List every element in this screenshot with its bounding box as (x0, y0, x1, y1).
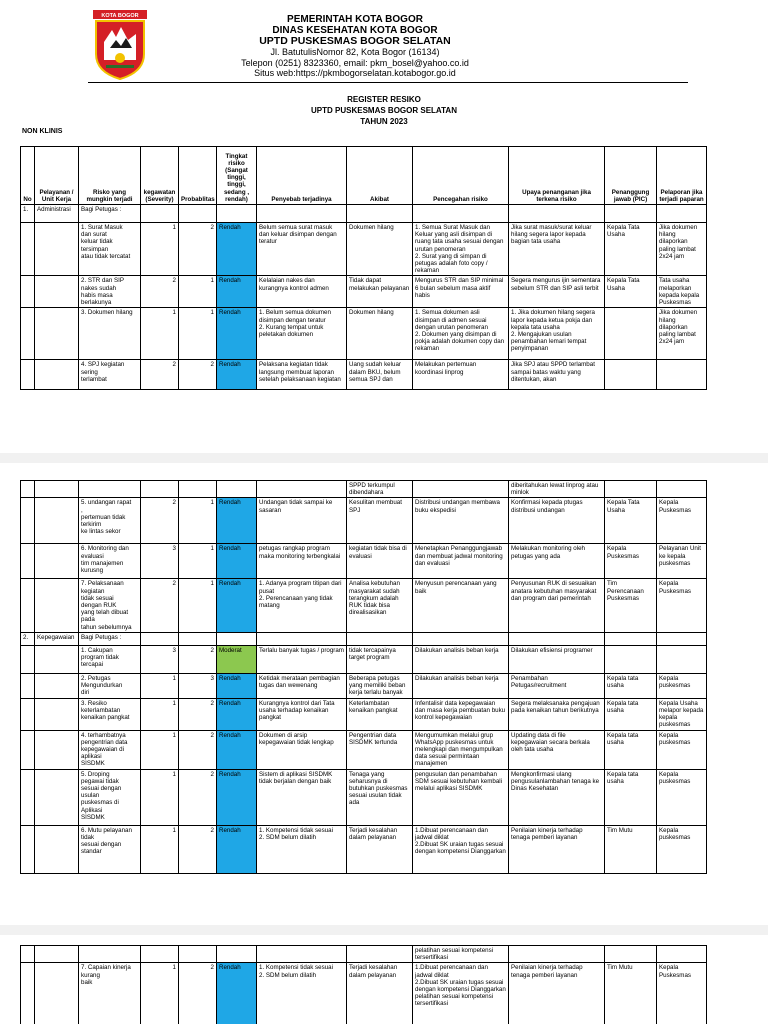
cell-severity: 1 (141, 730, 179, 769)
cell-no (21, 698, 35, 730)
cell-severity: 2 (141, 276, 179, 308)
table-row (21, 769, 707, 825)
cell-prevention: Mengumumkan melalui grup WhatsApp puskesmas untuk melengkapi dan mengumpulkan data sesuai permintaan manajemen (413, 730, 509, 769)
cell-unit (35, 769, 79, 825)
cell-risk: 3. Resiko keterlambatan kenaikan pangkat (79, 698, 141, 730)
cell-risk-level: Rendah (217, 730, 257, 769)
cell-risk-level: Rendah (217, 308, 257, 360)
cell-no: 2. (21, 632, 35, 645)
letterhead-divider (88, 82, 688, 83)
cell-reporting (657, 632, 707, 645)
cell-pic: Kepala Puskesmas (605, 544, 657, 579)
cell-severity (141, 632, 179, 645)
cell-pic (605, 308, 657, 360)
cell-probability: 3 (179, 673, 217, 698)
table-header-row (21, 147, 707, 205)
risk-register-table-page-2 (20, 480, 707, 874)
cell-probability: 1 (179, 544, 217, 579)
cell-reporting (657, 360, 707, 390)
cell-handling: Penambahan Petugas/recruitment (509, 673, 605, 698)
cell-no (21, 730, 35, 769)
column-header-pic: Penanggung jawab (PIC) (605, 147, 657, 205)
table-row (21, 825, 707, 873)
document-page-3 (0, 935, 768, 1024)
cell-effect: Dokumen hilang (347, 308, 413, 360)
cell-reporting: Tata usaha melaporkan kepada kepala Puskesmas (657, 276, 707, 308)
cell-reporting (657, 205, 707, 223)
cell-severity: 3 (141, 544, 179, 579)
cell-reporting: Kepala puskesmas (657, 673, 707, 698)
column-header-handling: Upaya penanganan jika terkena risiko (509, 147, 605, 205)
cell-risk-level: Moderat (217, 645, 257, 673)
cell-reporting: Kepala Usaha melapor kepada kepala puskesmas (657, 698, 707, 730)
cell-cause (257, 632, 347, 645)
cell-prevention: pelatihan sesuai kompetensi tersertifikasi (413, 946, 509, 963)
column-header-no: No (21, 147, 35, 205)
cell-no (21, 360, 35, 390)
cell-risk: 1. Cakupan program tidak tercapai (79, 645, 141, 673)
cell-effect: Kesulitan membuat SPJ (347, 498, 413, 544)
cell-cause: Undangan tidak sampai ke sasaran (257, 498, 347, 544)
cell-risk-level (217, 946, 257, 963)
cell-effect (347, 632, 413, 645)
cell-severity: 3 (141, 645, 179, 673)
cell-handling: Segera melaksanaka pengajuan pada kenaikan tahun berikutnya (509, 698, 605, 730)
cell-effect: Keterlambatan kenaikan pangkat (347, 698, 413, 730)
cell-effect: kegiatan tidak bisa di evaluasi (347, 544, 413, 579)
letterhead-website: Situs web:https://pkmbogorselatan.kotabogor.go.id (254, 68, 456, 78)
cell-cause: Belum semua surat masuk dan keluar disimpan dengan teratur (257, 223, 347, 276)
column-header-risk: Risko yang mungkin terjadi (79, 147, 141, 205)
cell-unit (35, 673, 79, 698)
cell-effect (347, 946, 413, 963)
cell-unit (35, 308, 79, 360)
cell-severity: 2 (141, 360, 179, 390)
cell-reporting: Jika dokumen hilang dilaporkan paling lambat 2x24 jam (657, 308, 707, 360)
risk-register-table-page-1 (20, 146, 707, 390)
cell-handling (509, 632, 605, 645)
cell-risk-level: Rendah (217, 673, 257, 698)
cell-unit (35, 825, 79, 873)
cell-handling: Penilaian kinerja terhadap tenaga pemberi layanan (509, 825, 605, 873)
cell-risk: 3. Dokumen hilang (79, 308, 141, 360)
table-row (21, 360, 707, 390)
cell-pic: Tim Perencanaan Puskesmas (605, 579, 657, 632)
cell-prevention (413, 481, 509, 498)
cell-severity: 1 (141, 825, 179, 873)
cell-cause: Terlalu banyak tugas / program (257, 645, 347, 673)
cell-probability: 2 (179, 825, 217, 873)
cell-unit (35, 276, 79, 308)
cell-risk: 1. Surat Masuk dan surat keluar tidak tersimpan atau tidak tercatat (79, 223, 141, 276)
cell-effect: Beberapa petugas yang memiliki beban kerja terlalu banyak (347, 673, 413, 698)
cell-handling: Dilakukan efisiensi programer (509, 645, 605, 673)
cell-risk-level (217, 481, 257, 498)
letterhead-line-3: UPTD PUSKESMAS BOGOR SELATAN (259, 35, 451, 47)
cell-pic (605, 205, 657, 223)
cell-handling (509, 205, 605, 223)
table-row (21, 205, 707, 223)
cell-pic: Kepala tata usaha (605, 769, 657, 825)
cell-probability: 1 (179, 276, 217, 308)
cell-cause (257, 946, 347, 963)
cell-risk: Bagi Petugas : (79, 632, 141, 645)
cell-severity: 1 (141, 308, 179, 360)
cell-no (21, 963, 35, 1024)
cell-handling: diberitahukan lewat linprog atau minlok (509, 481, 605, 498)
cell-probability: 1 (179, 308, 217, 360)
title-line-3: TAHUN 2023 (360, 117, 408, 126)
cell-risk: 7. Pelaksanaan kegiatan tidak sesuai dengan RUK yang telah dibuat pada tahun sebelumnya (79, 579, 141, 632)
cell-severity (141, 946, 179, 963)
cell-effect: Analisa kebutuhan masyarakat sudah terangkum adalah RUK tidak bisa direalisasikan (347, 579, 413, 632)
cell-prevention: Distribusi undangan membawa buku ekspedisi (413, 498, 509, 544)
cell-no (21, 769, 35, 825)
cell-pic: Tim Mutu (605, 825, 657, 873)
letterhead-line-1: PEMERINTAH KOTA BOGOR (287, 14, 423, 25)
letterhead-line-2: DINAS KESEHATAN KOTA BOGOR (272, 25, 438, 36)
cell-handling: Mengkonfirmasi ulang pengusulanlambahan tenaga ke Dinas Kesehatan (509, 769, 605, 825)
cell-cause: Pelaksana kegiatan tidak langsung membuat laporan setelah pelaksanaan kegiatan (257, 360, 347, 390)
cell-cause (257, 481, 347, 498)
cell-risk: 4. SPJ kegiatan sering terlambat (79, 360, 141, 390)
column-header-risk-level: Tingkat risiko (Sangat tinggi, tinggi, sedang , rendah) (217, 147, 257, 205)
cell-risk-level (217, 632, 257, 645)
column-header-unit: Pelayanan / Unit Kerja (35, 147, 79, 205)
cell-risk (79, 946, 141, 963)
cell-reporting: Kepala puskesmas (657, 769, 707, 825)
cell-pic (605, 360, 657, 390)
cell-prevention: Mengurus STR dan SIP minimal 6 bulan sebelum masa aktif habis (413, 276, 509, 308)
cell-severity: 1 (141, 769, 179, 825)
cell-severity: 1 (141, 963, 179, 1024)
cell-effect: tidak tercapainya target program (347, 645, 413, 673)
cell-unit: Administrasi (35, 205, 79, 223)
cell-cause (257, 205, 347, 223)
cell-risk-level: Rendah (217, 223, 257, 276)
cell-risk-level: Rendah (217, 698, 257, 730)
page-gap (0, 925, 768, 935)
cell-severity: 2 (141, 579, 179, 632)
column-header-probability: Probablitas (179, 147, 217, 205)
cell-risk-level: Rendah (217, 360, 257, 390)
column-header-prevention: Pencegahan risiko (413, 147, 509, 205)
cell-no: 1. (21, 205, 35, 223)
cell-effect: Terjadi kesalahan dalam pelayanan (347, 963, 413, 1024)
cell-unit (35, 963, 79, 1024)
cell-prevention: pengusulan dan penambahan SDM sesuai kebutuhan kembali melalui aplikasi SISDMK (413, 769, 509, 825)
cell-reporting: Kepala Puskesmas (657, 579, 707, 632)
cell-pic: Kepala tata usaha (605, 673, 657, 698)
kota-bogor-logo (90, 10, 150, 80)
cell-unit (35, 579, 79, 632)
cell-risk: 2. STR dan SIP nakes sudah habis masa berlakunya (79, 276, 141, 308)
column-header-effect: Akibat (347, 147, 413, 205)
svg-text:KOTA BOGOR: KOTA BOGOR (101, 13, 139, 19)
table-row (21, 308, 707, 360)
cell-probability (179, 205, 217, 223)
section-label: NON KLINIS (22, 128, 63, 135)
cell-cause: Kurangnya kontrol dari Tata usaha terhadap kenaikan pangkat (257, 698, 347, 730)
cell-reporting (657, 946, 707, 963)
cell-effect: Tenaga yang seharusnya di butuhkan puskesmas sesuai usulan tidak ada (347, 769, 413, 825)
cell-effect: Dokumen hilang (347, 223, 413, 276)
cell-handling: Updating data di file kepegawaian secara berkala oleh tata usaha (509, 730, 605, 769)
cell-pic: Kepala tata usaha (605, 698, 657, 730)
cell-severity: 1 (141, 698, 179, 730)
cell-reporting: Jika dokumen hilang dilaporkan paling lambat 2x24 jam (657, 223, 707, 276)
page-gap (0, 453, 768, 463)
cell-cause: 1. Belum semua dokumen disimpan dengan teratur 2. Kurang tempat untuk peletakan dokumen (257, 308, 347, 360)
cell-risk: 5. undangan rapat , pertemuan tidak terkirim ke lintas sekor (79, 498, 141, 544)
cell-probability (179, 946, 217, 963)
cell-reporting (657, 481, 707, 498)
cell-cause: petugas rangkap program maka monitoring terbengkalai (257, 544, 347, 579)
cell-handling: Segera mengurus ijin sementara sebelum STR dan SIP asli terbit (509, 276, 605, 308)
cell-cause: 1. Kompetensi tidak sesuai 2. SDM belum dilatih (257, 825, 347, 873)
cell-risk: 6. Monitoring dan evaluasi tim manajemen kurusng (79, 544, 141, 579)
cell-no (21, 544, 35, 579)
table-row (21, 963, 707, 1024)
column-header-cause: Penyebab terjadinya (257, 147, 347, 205)
cell-probability: 2 (179, 769, 217, 825)
cell-prevention: Menyusun perencanaan yang baik (413, 579, 509, 632)
document-page-2 (0, 463, 768, 925)
letterhead (155, 14, 555, 79)
cell-cause: 1. Kompetensi tidak sesuai 2. SDM belum dilatih (257, 963, 347, 1024)
cell-pic: Tim Mutu (605, 963, 657, 1024)
cell-risk-level: Rendah (217, 498, 257, 544)
risk-register-table-page-3 (20, 945, 707, 1024)
table-row (21, 673, 707, 698)
table-row (21, 698, 707, 730)
cell-risk-level: Rendah (217, 579, 257, 632)
cell-cause: Kelalaian nakes dan kurangnya kontrol admen (257, 276, 347, 308)
table-row (21, 481, 707, 498)
cell-unit (35, 645, 79, 673)
cell-probability: 1 (179, 579, 217, 632)
title-line-1: REGISTER RESIKO (347, 95, 421, 104)
letterhead-contact: Telepon (0251) 8323360, email: pkm_bosel@yahoo.co.id (241, 57, 469, 68)
document-page-1 (0, 0, 768, 453)
cell-cause: Dokumen di arsip kepegawaian tidak lengkap (257, 730, 347, 769)
cell-prevention (413, 632, 509, 645)
cell-probability: 2 (179, 223, 217, 276)
cell-no (21, 946, 35, 963)
cell-probability: 2 (179, 360, 217, 390)
table-row (21, 276, 707, 308)
cell-pic: Kepala Tata Usaha (605, 498, 657, 544)
cell-unit (35, 360, 79, 390)
cell-pic: Kepala tata usaha (605, 730, 657, 769)
cell-handling: Jika SPJ atau SPPD terlambat sampai batas waktu yang ditentukan, akan (509, 360, 605, 390)
cell-probability (179, 632, 217, 645)
cell-risk: Bagi Petugas : (79, 205, 141, 223)
cell-prevention: 1. Semua dokumen asli disimpan di admen sesuai dengan urutan penomeran 2. Dokumen yang disimpan di pokja adalah dokumen copy dan rekaman (413, 308, 509, 360)
table-row (21, 632, 707, 645)
cell-reporting: Kepala puskesmas (657, 730, 707, 769)
cell-risk (79, 481, 141, 498)
cell-effect: Pengentrian data SISDMK tertunda (347, 730, 413, 769)
cell-reporting (657, 645, 707, 673)
cell-prevention (413, 205, 509, 223)
table-row (21, 946, 707, 963)
cell-handling: Jika surat masuk/surat keluar hilang segera lapor kepada bagian tata usaha (509, 223, 605, 276)
cell-no (21, 579, 35, 632)
cell-handling: Penilaian kinerja terhadap tenaga pemberi layanan (509, 963, 605, 1024)
cell-prevention: 1.Dibuat perencanaan dan jadwal diklat 2.Dibuat SK uraian tugas sesuai dengan kompetensi Dianggarkan pelatihan sesuai kompetensi tersertifikasi (413, 963, 509, 1024)
cell-effect: Terjadi kesalahan dalam pelayanan (347, 825, 413, 873)
cell-probability: 2 (179, 645, 217, 673)
table-row (21, 544, 707, 579)
table-row (21, 223, 707, 276)
cell-prevention: Infentalisir data kepegawaian dan masa kerja pembuatan buku kontrol kepegawaian (413, 698, 509, 730)
cell-prevention: 1.Dibuat perencanaan dan jadwal diklat 2.Dibuat SK uraian tugas sesuai dengan kompetensi Dianggarkan (413, 825, 509, 873)
cell-severity: 1 (141, 673, 179, 698)
letterhead-address: Jl. BatutulisNomor 82, Kota Bogor (16134) (270, 47, 440, 57)
cell-unit (35, 946, 79, 963)
cell-no (21, 276, 35, 308)
cell-effect (347, 205, 413, 223)
table-row (21, 730, 707, 769)
cell-handling: Penyusunan RUK di sesuaikan anatara kebutuhan masyarakat dan program dari pemerintah (509, 579, 605, 632)
cell-effect: Uang sudah keluar dalam BKU, belum semua SPJ dan (347, 360, 413, 390)
cell-prevention: 1. Semua Surat Masuk dan Keluar yang asli disimpan di ruang tata usaha sesuai dengan urutan penomeran 2. Surat yang di simpan di petugas adalah foto copy / rekaman (413, 223, 509, 276)
cell-unit (35, 481, 79, 498)
cell-no (21, 481, 35, 498)
cell-cause: 1. Adanya program titipan dari pusat 2. Perencanaan yang tidak matang (257, 579, 347, 632)
cell-effect: SPPD terkumpul dibendahara (347, 481, 413, 498)
cell-risk-level: Rendah (217, 825, 257, 873)
cell-handling (509, 946, 605, 963)
column-header-severity: kegawatan (Severity) (141, 147, 179, 205)
cell-prevention: Menetapkan Penanggungjawab dan membuat jadwal monitoring dan evaluasi (413, 544, 509, 579)
cell-probability: 2 (179, 698, 217, 730)
cell-severity (141, 205, 179, 223)
cell-pic (605, 946, 657, 963)
cell-unit (35, 730, 79, 769)
cell-no (21, 223, 35, 276)
cell-pic (605, 632, 657, 645)
cell-prevention: Dilakukan analisis beban kerja (413, 673, 509, 698)
cell-pic (605, 481, 657, 498)
cell-risk-level: Rendah (217, 769, 257, 825)
cell-pic (605, 645, 657, 673)
cell-risk: 7. Capaian kinerja kurang baik (79, 963, 141, 1024)
cell-probability: 1 (179, 498, 217, 544)
title-line-2: UPTD PUSKESMAS BOGOR SELATAN (311, 106, 457, 115)
cell-severity: 2 (141, 498, 179, 544)
cell-risk: 4. terhambatnya pengentrian data kepegawaian di aplikasi SISDMK (79, 730, 141, 769)
cell-pic: Kepala Tata Usaha (605, 223, 657, 276)
cell-risk-level: Rendah (217, 963, 257, 1024)
cell-pic: Kepala Tata Usaha (605, 276, 657, 308)
cell-unit (35, 223, 79, 276)
cell-handling: Konfirmasi kepada ptugas distribusi undangan (509, 498, 605, 544)
cell-risk-level: Rendah (217, 544, 257, 579)
table-row (21, 645, 707, 673)
cell-risk: 6. Mutu pelayanan tidak sesuai dengan standar (79, 825, 141, 873)
cell-probability: 2 (179, 730, 217, 769)
table-row (21, 579, 707, 632)
cell-prevention: Dilakukan analisis beban kerja (413, 645, 509, 673)
cell-reporting: Kepala Puskesmas (657, 498, 707, 544)
cell-cause: Ketidak merataan pembagian tugas dan wewenang (257, 673, 347, 698)
cell-handling: 1. Jika dokumen hilang segera lapor kepada ketua pokja dan kepala tata usaha 2. Mengajukan usulan penambahan lemari tempat penyimpanan (509, 308, 605, 360)
cell-handling: Melakukan monitoring oleh petugas yang ada (509, 544, 605, 579)
cell-no (21, 825, 35, 873)
cell-reporting: Kepala Puskesmas (657, 963, 707, 1024)
cell-risk-level (217, 205, 257, 223)
cell-unit: Kepegawaian (35, 632, 79, 645)
cell-prevention: Melakukan pertemuan koordinasi linprog (413, 360, 509, 390)
cell-risk: 2. Petugas Mengundurkan diri (79, 673, 141, 698)
cell-no (21, 498, 35, 544)
table-row (21, 498, 707, 544)
column-header-reporting: Pelaporan jika terjadi paparan (657, 147, 707, 205)
cell-probability (179, 481, 217, 498)
cell-unit (35, 498, 79, 544)
cell-effect: Tidak dapat melakukan pelayanan (347, 276, 413, 308)
cell-severity (141, 481, 179, 498)
cell-unit (35, 544, 79, 579)
cell-no (21, 308, 35, 360)
cell-risk: 5. Droping pegawai tidak sesuai dengan usulan puskesmas di Aplikasi SISDMK (79, 769, 141, 825)
cell-risk-level: Rendah (217, 276, 257, 308)
cell-severity: 1 (141, 223, 179, 276)
cell-no (21, 673, 35, 698)
document-title (0, 94, 768, 127)
cell-reporting: Pelayanan Unit ke kepala puskesmas (657, 544, 707, 579)
cell-no (21, 645, 35, 673)
cell-cause: Sistem di aplikasi SISDMK tidak berjalan dengan baik (257, 769, 347, 825)
cell-reporting: Kepala puskesmas (657, 825, 707, 873)
cell-probability: 2 (179, 963, 217, 1024)
cell-unit (35, 698, 79, 730)
